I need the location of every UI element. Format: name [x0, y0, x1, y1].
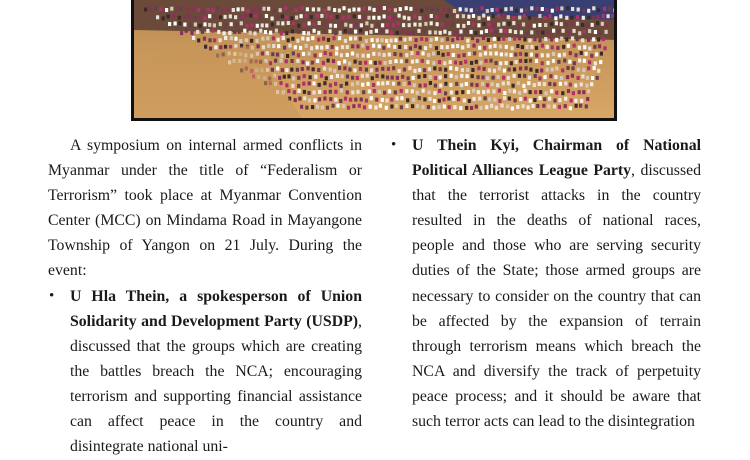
speaker-name: U Hla Thein, a spokesperson of Union Solidarity and Development Party (USDP) — [70, 287, 362, 330]
bullet-item-usdp — [48, 284, 362, 460]
speaker-statement: , discussed that the groups which are creating the battles breach the NCA; encouraging terrorism and supporting financial assistance can affect peace in the country and disintegrate national uni- — [70, 312, 362, 456]
right-bullet-list — [390, 133, 701, 434]
left-column — [48, 133, 362, 459]
left-bullet-list — [48, 284, 362, 460]
event-photo — [131, 0, 617, 121]
speaker-statement: , discussed that the terrorist attacks in the country resulted in the deaths of national races, people and those who are serving security duties of the State; those armed groups are necessary to consider on the country that can be affected by the expansion of terrain through terrorism means which breach the NCA and diversify the track of perpetuity peace process; and it should be aware that such terror acts can lead to the disintegration — [412, 162, 701, 431]
speaker-name: U Thein Kyi, Chairman of National Political Alliances League Party — [412, 137, 701, 180]
bullet-item-npal — [390, 133, 701, 434]
intro-paragraph: A symposium on internal armed conflicts in Myanmar under the title of “Federalism or Terrorism” took place at Myanmar Convention Center (MCC) on Mindama Road in Mayangone Township of Yangon on 21 July. During the event: — [48, 137, 362, 280]
right-column — [390, 133, 701, 434]
